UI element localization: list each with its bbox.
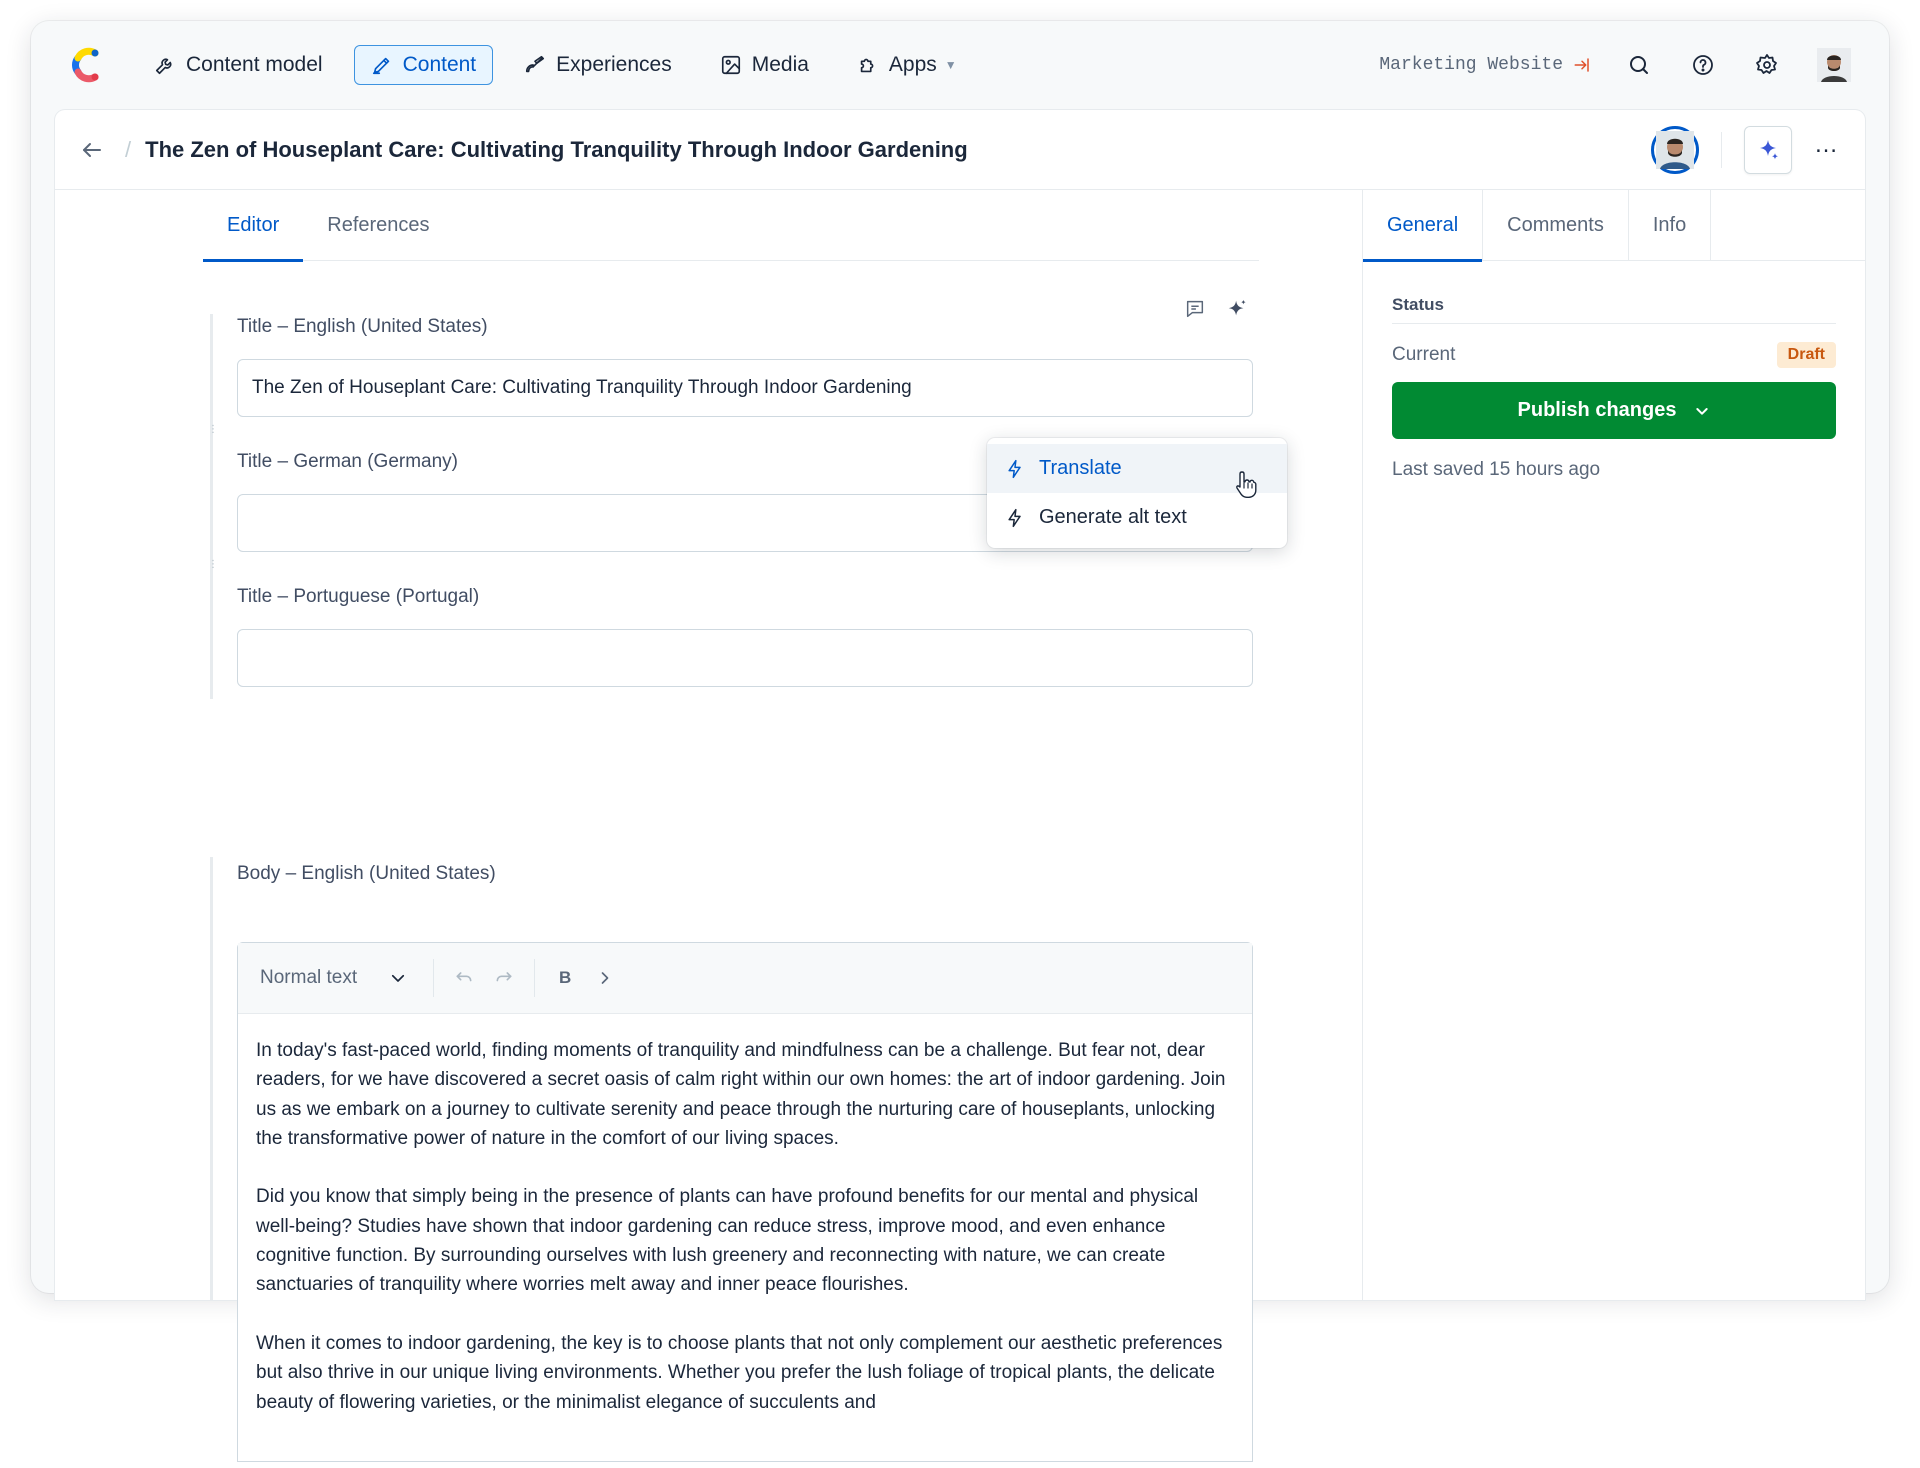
top-navigation bbox=[31, 21, 1889, 109]
chevron-down-icon bbox=[389, 969, 407, 987]
menu-item-generate-alt-text[interactable] bbox=[987, 493, 1287, 542]
collaborator-avatar[interactable] bbox=[1651, 126, 1699, 174]
space-name: Marketing Website bbox=[1379, 55, 1563, 75]
undo-icon bbox=[454, 968, 474, 988]
lightning-icon bbox=[1005, 459, 1025, 479]
pen-icon bbox=[371, 54, 393, 76]
rich-text-editor[interactable] bbox=[237, 942, 1253, 1462]
status-section-title: Status bbox=[1392, 295, 1836, 324]
avatar-image bbox=[1817, 48, 1851, 82]
status-row bbox=[1392, 342, 1836, 368]
title-en-input[interactable]: The Zen of Houseplant Care: Cultivating Tranquility Through Indoor Gardening bbox=[237, 359, 1253, 417]
header-actions bbox=[1651, 110, 1839, 190]
text-format-select[interactable] bbox=[260, 967, 423, 989]
nav-content[interactable] bbox=[354, 45, 494, 85]
tab-general[interactable]: General bbox=[1363, 190, 1483, 261]
rich-text-toolbar bbox=[238, 943, 1252, 1014]
nav-label: Content model bbox=[186, 53, 323, 76]
drag-handle-icon[interactable]: ⋮ bbox=[208, 424, 218, 435]
format-label: Normal text bbox=[260, 967, 358, 988]
search-icon bbox=[1627, 53, 1651, 77]
back-button[interactable] bbox=[77, 135, 107, 165]
paragraph: In today's fast-paced world, finding moments of tranquility and mindfulness can be a challenge. But fear not, dear readers, for we have discovered a secret oasis of calm right within our own homes: the art of indoor gardening. Join us as we embark on a journey to cultivate serenity and peace through the nurturing care of houseplants, unlocking the transformative power of nature in the comfort of our living spaces. bbox=[256, 1040, 1226, 1149]
sparkle-icon[interactable] bbox=[1226, 298, 1248, 320]
tab-editor[interactable]: Editor bbox=[203, 190, 303, 261]
sidebar-body bbox=[1363, 261, 1865, 481]
space-switcher[interactable] bbox=[1379, 55, 1591, 75]
entry-editor-card bbox=[55, 110, 1865, 1413]
nav-label: Media bbox=[751, 53, 809, 76]
nav-apps[interactable] bbox=[840, 45, 974, 85]
sidebar-tabs bbox=[1363, 190, 1865, 261]
arrow-left-icon bbox=[80, 138, 104, 162]
nav-right-group bbox=[1379, 21, 1889, 109]
publish-label: Publish changes bbox=[1517, 399, 1677, 421]
sparkle-icon bbox=[1756, 138, 1780, 162]
contentful-logo[interactable] bbox=[67, 45, 103, 85]
tab-references[interactable]: References bbox=[327, 214, 430, 236]
field-label: Title – Portuguese (Portugal) bbox=[237, 586, 480, 607]
entry-title: The Zen of Houseplant Care: Cultivating Tranquility Through Indoor Gardening bbox=[145, 136, 968, 162]
editor-pane bbox=[55, 190, 1362, 1413]
caret-down-icon: ▼ bbox=[944, 58, 957, 72]
title-pt-input[interactable] bbox=[237, 629, 1253, 687]
entry-sidebar bbox=[1362, 190, 1865, 1300]
app-window bbox=[31, 21, 1889, 1413]
current-label: Current bbox=[1392, 344, 1456, 365]
undo-button[interactable] bbox=[444, 958, 484, 998]
title-field-group bbox=[208, 314, 912, 699]
nav-label: Content bbox=[402, 53, 477, 76]
bold-button[interactable]: B bbox=[559, 968, 572, 987]
editor-tabs bbox=[203, 190, 1259, 261]
nav-experiences[interactable] bbox=[507, 45, 689, 85]
nav-label: Apps bbox=[888, 53, 937, 76]
field-label: Body – English (United States) bbox=[237, 863, 496, 884]
puzzle-icon bbox=[857, 54, 879, 76]
chevron-down-icon bbox=[1694, 403, 1710, 419]
field-label: Title – German (Germany) bbox=[237, 451, 459, 472]
toolbar-divider bbox=[433, 959, 434, 997]
menu-item-label: Translate bbox=[1039, 457, 1122, 479]
help-icon bbox=[1691, 53, 1715, 77]
brush-icon bbox=[524, 54, 546, 76]
breadcrumb-separator: / bbox=[125, 136, 132, 162]
redo-button[interactable] bbox=[484, 958, 524, 998]
more-formatting-button[interactable] bbox=[585, 958, 625, 998]
ai-assistant-button[interactable] bbox=[1744, 126, 1792, 174]
hand-cursor-icon bbox=[1233, 469, 1259, 499]
body-field-group bbox=[210, 857, 1226, 1413]
nav-content-model[interactable] bbox=[137, 45, 340, 85]
status-badge: Draft bbox=[1777, 342, 1836, 368]
redo-icon bbox=[494, 968, 514, 988]
image-icon bbox=[720, 54, 742, 76]
last-saved-text: Last saved 15 hours ago bbox=[1392, 459, 1601, 480]
tab-info[interactable]: Info bbox=[1629, 190, 1711, 261]
menu-item-label: Generate alt text bbox=[1039, 506, 1187, 528]
search-button[interactable] bbox=[1625, 51, 1653, 79]
field-label: Title – English (United States) bbox=[237, 316, 488, 337]
divider bbox=[1721, 132, 1722, 168]
drag-handle-icon[interactable]: ⋮ bbox=[208, 559, 218, 570]
rich-text-content[interactable] bbox=[238, 1014, 1252, 1468]
toolbar-divider bbox=[534, 959, 535, 997]
paragraph: Did you know that simply being in the presence of plants can have profound benefits for our mental and physical well-being? Studies have shown that indoor gardening can reduce stress, improve mood, and even enhance cognitive function. By surrounding ourselves with lush greenery and reconnecting with nature, we can create sanctuaries of tranquility where worries melt away and inner peace flourishes. bbox=[256, 1186, 1199, 1296]
field-tools bbox=[1184, 298, 1248, 320]
comment-icon[interactable] bbox=[1184, 298, 1206, 320]
nav-label: Experiences bbox=[556, 53, 672, 76]
chevron-right-icon bbox=[595, 968, 615, 988]
space-arrow-icon bbox=[1573, 56, 1591, 74]
publish-button[interactable] bbox=[1392, 382, 1836, 439]
lightning-icon bbox=[1005, 508, 1025, 528]
user-avatar[interactable] bbox=[1817, 48, 1851, 82]
help-button[interactable] bbox=[1689, 51, 1717, 79]
avatar bbox=[1656, 131, 1694, 169]
more-options-button[interactable]: … bbox=[1814, 131, 1839, 158]
gear-icon bbox=[1755, 53, 1779, 77]
wrench-icon bbox=[154, 54, 176, 76]
settings-button[interactable] bbox=[1753, 51, 1781, 79]
entry-header bbox=[55, 110, 1865, 190]
avatar-image bbox=[1656, 131, 1694, 169]
paragraph: When it comes to indoor gardening, the key is to choose plants that not only complement our aesthetic preferences but also thrive in our unique living environments. Whether you prefer the lush foliage of tropical plants, the delicate beauty of flowering varieties, or the minimalist elegance of succulents and bbox=[256, 1332, 1223, 1413]
tab-comments[interactable]: Comments bbox=[1483, 190, 1629, 261]
nav-media[interactable] bbox=[703, 45, 826, 85]
